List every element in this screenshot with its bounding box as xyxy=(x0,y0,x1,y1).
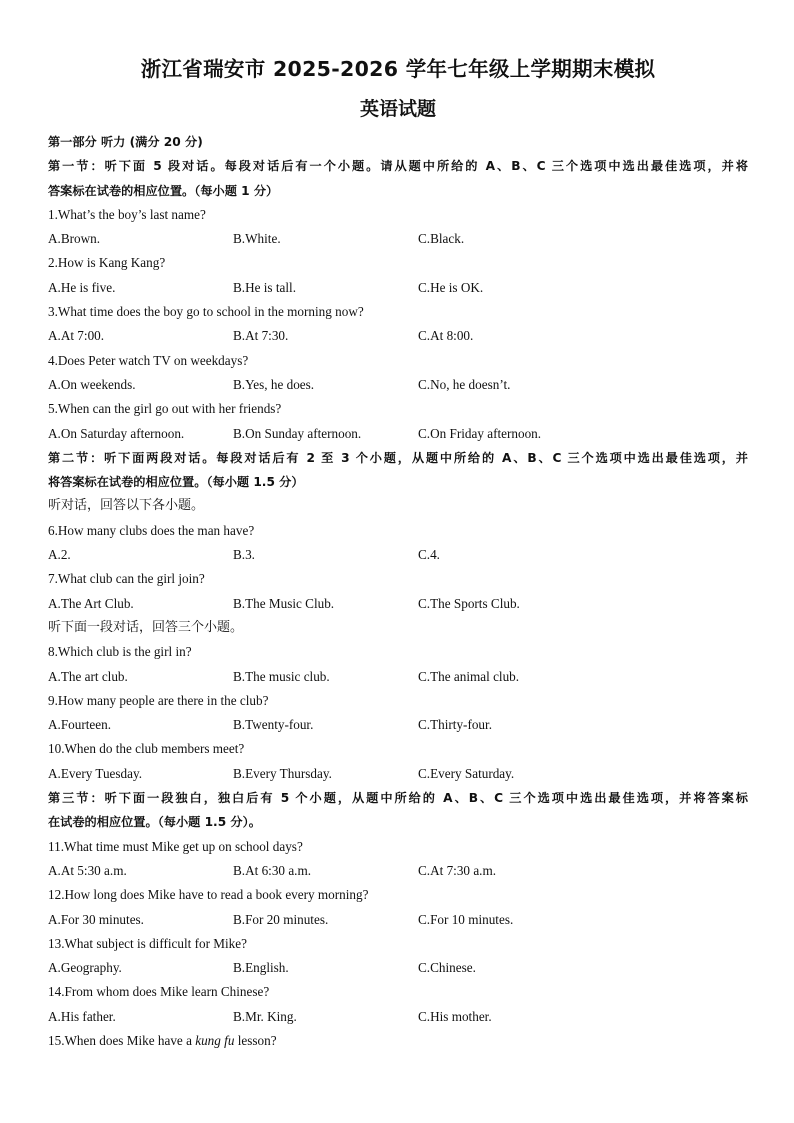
option-b[interactable]: B.3. xyxy=(233,547,255,563)
question-14-options xyxy=(48,1005,748,1029)
option-c[interactable]: C.He is OK. xyxy=(418,279,484,295)
question-7: 7.What club can the girl join? xyxy=(48,571,205,587)
question-13: 13.What subject is difficult for Mike? xyxy=(48,935,247,951)
question-11-options xyxy=(48,859,748,883)
option-b[interactable]: B.Yes, he does. xyxy=(233,376,315,392)
option-b[interactable]: B.He is tall. xyxy=(233,279,297,295)
option-a[interactable]: A.Brown. xyxy=(48,231,101,247)
question-9-options xyxy=(48,713,748,737)
option-c[interactable]: C.Black. xyxy=(418,231,465,247)
option-b[interactable]: B.Mr. King. xyxy=(233,1008,297,1024)
question-1-options xyxy=(48,227,748,251)
option-c[interactable]: C.On Friday afternoon. xyxy=(418,425,542,441)
option-a[interactable]: A.The Art Club. xyxy=(48,595,134,611)
option-a[interactable]: A.On weekends. xyxy=(48,376,136,392)
option-c[interactable]: C.The Sports Club. xyxy=(418,595,520,611)
option-a[interactable]: A.Geography. xyxy=(48,960,122,976)
question-2-options xyxy=(48,276,748,300)
question-15-suffix: lesson? xyxy=(234,1032,277,1048)
question-5-options xyxy=(48,422,748,446)
option-b[interactable]: B.English. xyxy=(233,960,289,976)
question-2: 2.How is Kang Kang? xyxy=(48,255,166,271)
option-b[interactable]: B.Twenty-four. xyxy=(233,717,314,733)
question-15-prefix: 15.When does Mike have a xyxy=(48,1032,196,1048)
option-a[interactable]: A.He is five. xyxy=(48,279,116,295)
section1-instructions-line1: 第一节：听下面 5 段对话。每段对话后有一个小题。请从题中所给的 A、B、C 三个选项中选出最佳选项，并将 xyxy=(48,159,748,174)
option-a[interactable]: A.Fourteen. xyxy=(48,717,111,733)
question-4: 4.Does Peter watch TV on weekdays? xyxy=(48,352,249,368)
question-7-options xyxy=(48,592,748,616)
option-a[interactable]: A.His father. xyxy=(48,1008,116,1024)
option-a[interactable]: A.For 30 minutes. xyxy=(48,911,144,927)
question-6: 6.How many clubs does the man have? xyxy=(48,522,255,538)
question-4-options xyxy=(48,373,748,397)
option-c[interactable]: C.For 10 minutes. xyxy=(418,911,514,927)
question-10-options xyxy=(48,762,748,786)
option-c[interactable]: C.Every Saturday. xyxy=(418,765,515,781)
question-12: 12.How long does Mike have to read a book every morning? xyxy=(48,887,369,903)
option-b[interactable]: B.The music club. xyxy=(233,668,330,684)
option-a[interactable]: A.2. xyxy=(48,547,71,563)
question-8-options xyxy=(48,665,748,689)
option-b[interactable]: B.The Music Club. xyxy=(233,595,335,611)
section2-instructions-line1: 第二节：听下面两段对话。每段对话后有 2 至 3 个小题，从题中所给的 A、B、C 三个选项中选出最佳选项，并 xyxy=(48,450,748,465)
option-c[interactable]: C.His mother. xyxy=(418,1008,492,1024)
page-title: 浙江省瑞安市 2025-2026 学年七年级上学期期末模拟 xyxy=(140,57,656,81)
option-b[interactable]: B.On Sunday afternoon. xyxy=(233,425,362,441)
option-c[interactable]: C.No, he doesn’t. xyxy=(418,376,511,392)
option-b[interactable]: B.For 20 minutes. xyxy=(233,911,329,927)
question-6-options xyxy=(48,543,748,567)
section2-note-1: 听对话，回答以下各小题。 xyxy=(48,498,205,514)
part1-heading: 第一部分 听力 (满分 20 分) xyxy=(48,135,203,149)
option-a[interactable]: A.Every Tuesday. xyxy=(48,765,143,781)
section2-note-2: 听下面一段对话，回答三个小题。 xyxy=(48,619,244,635)
section2-instructions-line2: 将答案标在试卷的相应位置。（每小题 1.5 分） xyxy=(48,475,304,490)
option-c[interactable]: C.Chinese. xyxy=(418,960,476,976)
option-b[interactable]: B.White. xyxy=(233,231,281,247)
question-14: 14.From whom does Mike learn Chinese? xyxy=(48,984,270,1000)
question-5: 5.When can the girl go out with her friends? xyxy=(48,401,282,417)
question-3-options xyxy=(48,324,748,348)
section3-instructions-line1: 第三节：听下面一段独白，独白后有 5 个小题，从题中所给的 A、B、C 三个选项中选出最佳选项，并将答案标 xyxy=(48,791,748,806)
question-15-italic: kung fu xyxy=(195,1032,235,1048)
question-12-options xyxy=(48,908,748,932)
option-c[interactable]: C.At 8:00. xyxy=(418,328,474,344)
option-b[interactable]: B.At 7:30. xyxy=(233,328,289,344)
question-13-options xyxy=(48,956,748,980)
section1-instructions-line2: 答案标在试卷的相应位置。（每小题 1 分） xyxy=(48,183,279,198)
option-c[interactable]: C.4. xyxy=(418,547,440,563)
option-b[interactable]: B.Every Thursday. xyxy=(233,765,332,781)
question-10: 10.When do the club members meet? xyxy=(48,741,245,757)
option-a[interactable]: A.At 5:30 a.m. xyxy=(48,862,127,878)
option-c[interactable]: C.Thirty-four. xyxy=(418,717,492,733)
option-c[interactable]: C.At 7:30 a.m. xyxy=(418,862,497,878)
section3-instructions-line2: 在试卷的相应位置。（每小题 1.5 分）。 xyxy=(48,815,261,830)
exam-content xyxy=(48,130,748,1053)
question-8: 8.Which club is the girl in? xyxy=(48,644,192,660)
page-subtitle: 英语试题 xyxy=(359,98,436,120)
question-9: 9.How many people are there in the club? xyxy=(48,692,269,708)
option-c[interactable]: C.The animal club. xyxy=(418,668,520,684)
option-a[interactable]: A.At 7:00. xyxy=(48,328,105,344)
question-3: 3.What time does the boy go to school in the morning now? xyxy=(48,304,364,320)
option-a[interactable]: A.On Saturday afternoon. xyxy=(48,425,185,441)
question-1: 1.What’s the boy’s last name? xyxy=(48,206,206,222)
question-11: 11.What time must Mike get up on school days? xyxy=(48,838,303,854)
option-b[interactable]: B.At 6:30 a.m. xyxy=(233,862,312,878)
question-15 xyxy=(48,1029,748,1053)
option-a[interactable]: A.The art club. xyxy=(48,668,128,684)
